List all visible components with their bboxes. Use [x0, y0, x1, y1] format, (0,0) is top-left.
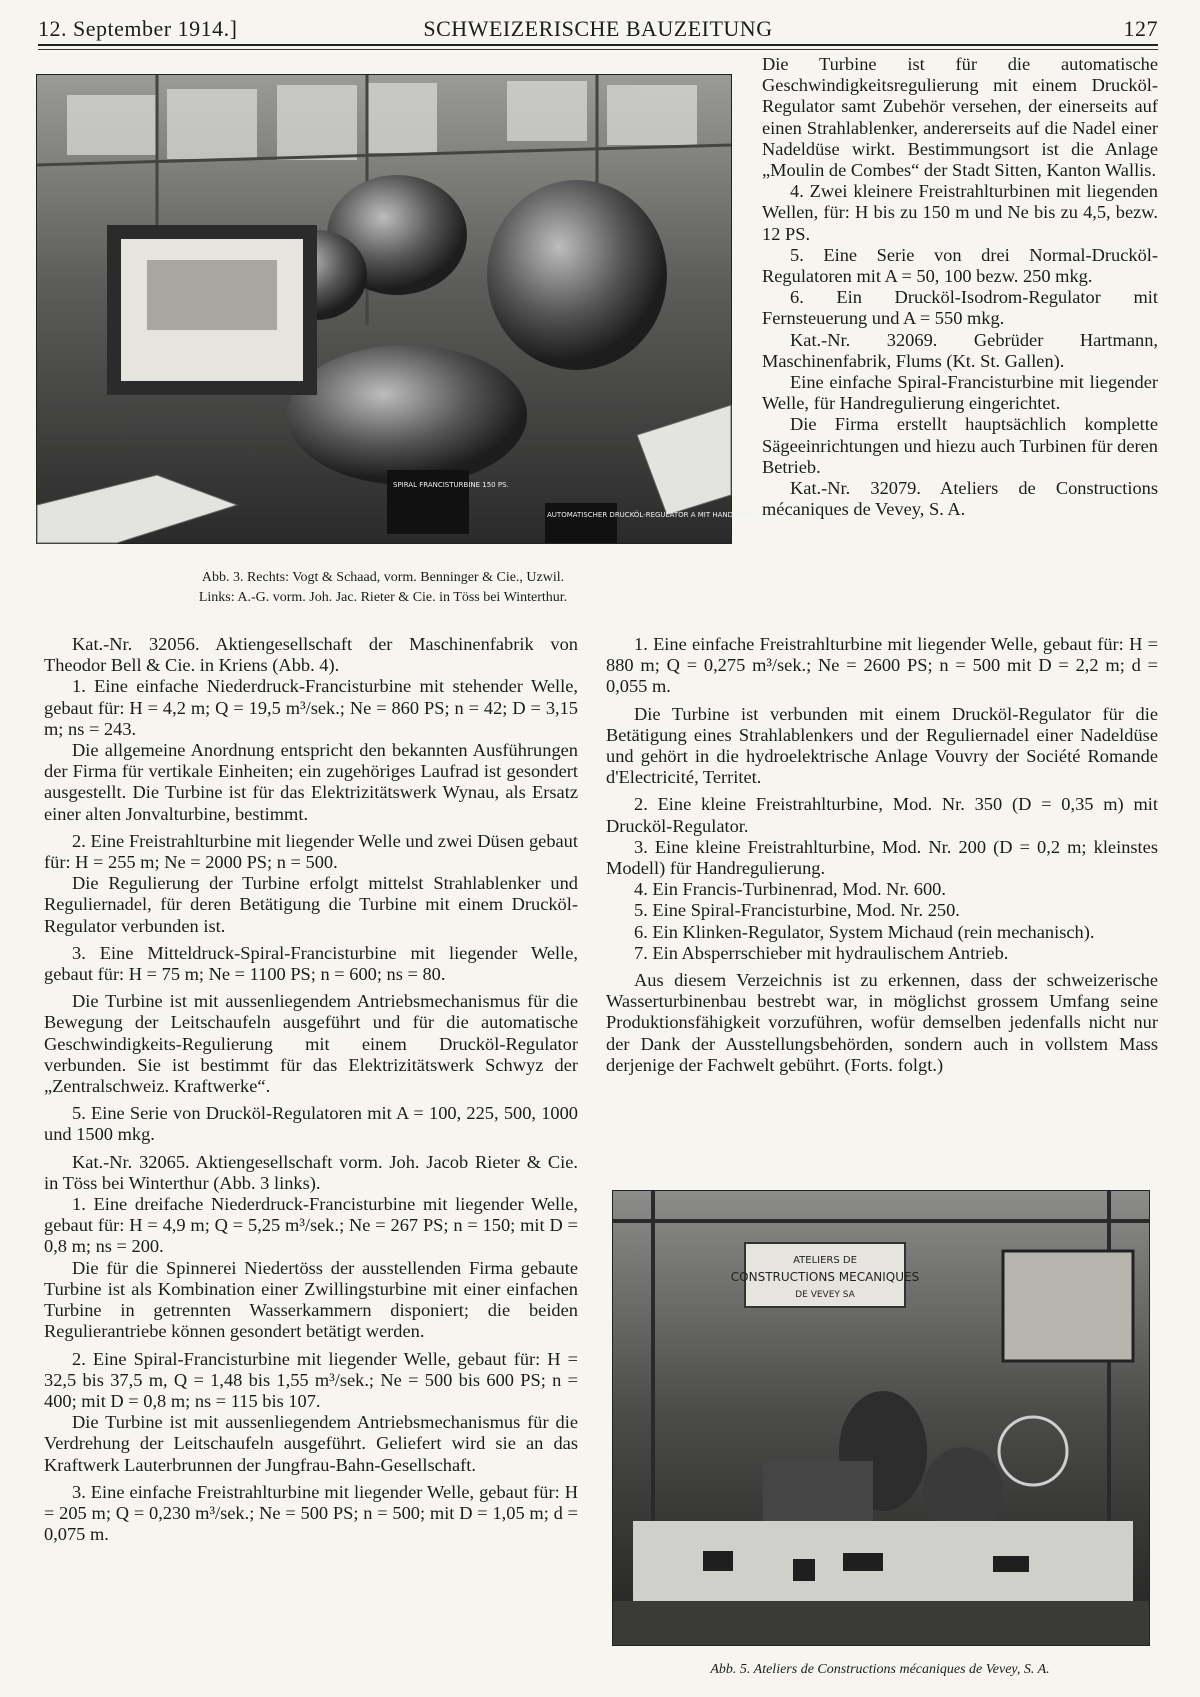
fig5-sign-line2: CONSTRUCTIONS MECANIQUES	[730, 1270, 920, 1284]
right-para-1: Die Turbine ist für die automatische Geschwindigkeitsregulierung mit einem Drucköl-Regulator samt Zubehör versehen, der einerseits auf einen Strahlablenker, andererseits auf die Nadel einer Nadeldüse wirkt. Bestimmungsort ist die Anlage „Moulin de Combes“ der Stadt Sitten, Kanton Wallis.	[762, 54, 1158, 181]
vevey-stand-image	[613, 1191, 1149, 1645]
left-column	[44, 634, 578, 1545]
right-para-13: 4. Ein Francis-Turbinenrad, Mod. Nr. 600.	[634, 879, 946, 900]
left-para-8: 5. Eine Serie von Drucköl-Regulatoren mit A = 100, 225, 500, 1000 und 1500 mkg.	[44, 1103, 578, 1145]
issue-date: 12. September 1914.]	[38, 16, 238, 41]
left-para-4: 2. Eine Freistrahlturbine mit liegender Welle und zwei Düsen gebaut für: H = 255 m; Ne = 2000 PS; n = 500.	[44, 830, 578, 873]
left-para-5: Die Regulierung der Turbine erfolgt mittelst Strahlablenker und Reguliernadel, für deren Betätigung die Turbine mit einem Drucköl-Regulator verbunden ist.	[44, 873, 578, 936]
left-para-13: Die Turbine ist mit aussenliegendem Antriebsmechanismus für die Verdrehung der Leitschaufeln ausgeführt. Geliefert wird sie an das Kraftwerk Lauterbrunnen der Jungfrau-Bahn-Gesellschaft.	[44, 1412, 578, 1475]
running-header	[38, 10, 1158, 46]
figure-3-caption	[36, 568, 730, 608]
figure-5-photo	[612, 1190, 1150, 1646]
fig3-sign-1: SPIRAL FRANCISTURBINE 150 PS.	[393, 481, 509, 489]
right-para-2: 4. Zwei kleinere Freistrahlturbinen mit liegenden Wellen, für: H bis zu 150 m und Ne bis zu 4,5, bezw. 12 PS.	[762, 181, 1158, 244]
fig3-sign-2: AUTOMATISCHER DRUCKÖL-REGULATOR A MIT HANDBETR. STEUERUNG	[547, 511, 799, 519]
right-para-4: 6. Ein Drucköl-Isodrom-Regulator mit Fernsteuerung und A = 550 mkg.	[762, 287, 1158, 329]
right-para-10: Die Turbine ist verbunden mit einem Drucköl-Regulator für die Betätigung eines Strahlablenkers und der Reguliernadel einer Nadeldüse und gehört in die hydroelektrische Anlage Vouvry der Société Romande d'Electricité, Territet.	[606, 703, 1158, 788]
right-para-16: 7. Ein Absperrschieber mit hydraulischem Antrieb.	[634, 942, 1009, 963]
fig5-sign-line3: DE VEVEY SA	[795, 1290, 855, 1300]
right-column	[762, 54, 1158, 520]
right-para-15: 6. Ein Klinken-Regulator, System Michaud (rein mechanisch).	[634, 921, 1095, 942]
right-para-14: 5. Eine Spiral-Francisturbine, Mod. Nr. 250.	[634, 900, 960, 921]
left-para-10: 1. Eine dreifache Niederdruck-Francisturbine mit liegender Welle, gebaut für: H = 4,9 m; Q = 5,25 m³/sek.; Ne = 267 PS; n = 150; mit D = 0,8 m; ns = 200.	[44, 1194, 578, 1257]
right-para-11: 2. Eine kleine Freistrahlturbine, Mod. Nr. 350 (D = 0,35 m) mit Drucköl-Regulator.	[606, 794, 1158, 836]
left-para-12: 2. Eine Spiral-Francisturbine mit liegender Welle, gebaut für: H = 32,5 bis 37,5 m, Q = 1,48 bis 1,55 m³/sek.; Ne = 500 bis 600 PS; n = 400; mit D = 0,8 m; ns = 115 bis 107.	[44, 1348, 578, 1411]
left-para-14: 3. Eine einfache Freistrahlturbine mit liegender Welle, gebaut für: H = 205 m; Q = 0,230 m³/sek.; Ne = 500 PS; n = 500; mit D = 1,05 m; d = 0,075 m.	[44, 1481, 578, 1545]
left-para-11: Die für die Spinnerei Niedertöss der ausstellenden Firma gebaute Turbine ist als Kombination einer Zwillingsturbine mit einer einfachen Turbine in getrennten Wasserkammern disponiert; die beiden Regulierantriebe können gesondert betätigt werden.	[44, 1257, 578, 1342]
right-para-6: Eine einfache Spiral-Francisturbine mit liegender Welle, für Handregulierung eingerichtet.	[762, 372, 1158, 414]
page-number: 127	[1123, 16, 1158, 41]
right-para-17: Aus diesem Verzeichnis ist zu erkennen, dass der schweizerische Wasserturbinenbau bestrebt war, in möglichst grossem Umfang seine Produktionsfähigkeit vorzuführen, wofür demselben jedenfalls nicht nur der Dank der Ausstellungsbehörden, sondern auch in vollstem Mass derjenige der Fachwelt gebührt. (Forts. folgt.)	[606, 970, 1158, 1075]
left-para-6: 3. Eine Mitteldruck-Spiral-Francisturbine mit liegender Welle, gebaut für: H = 75 m; Ne = 1100 PS; n = 600; ns = 80.	[44, 942, 578, 985]
right-para-3: 5. Eine Serie von drei Normal-Drucköl-Regulatoren mit A = 50, 100 bezw. 250 mkg.	[762, 244, 1158, 287]
fig5-sign-line1: ATELIERS DE	[793, 1255, 857, 1266]
left-para-7: Die Turbine ist mit aussenliegendem Antriebsmechanismus für die Bewegung der Leitschaufeln ausgeführt und für die automatische Geschwindigkeits-Regulierung mit einem Drucköl-Regulator verbunden. Sie ist bestimmt für das Elektrizitätswerk Schwyz der „Zentralschweiz. Kraftwerke“.	[44, 991, 578, 1097]
left-para-1: Kat.-Nr. 32056. Aktiengesellschaft der Maschinenfabrik von Theodor Bell & Cie. in Kriens (Abb. 4).	[44, 634, 578, 676]
right-para-7: Die Firma erstellt hauptsächlich komplette Sägeeinrichtungen und hiezu auch Turbinen für deren Betrieb.	[762, 414, 1158, 477]
right-para-9: 1. Eine einfache Freistrahlturbine mit liegender Welle, gebaut für: H = 880 m; Q = 0,275 m³/sek.; Ne = 2600 PS; n = 500 mit D = 2,2 m; d = 0,055 m.	[606, 634, 1158, 697]
left-para-2: 1. Eine einfache Niederdruck-Francisturbine mit stehender Welle, gebaut für: H = 4,2 m; Q = 19,5 m³/sek.; Ne = 860 PS; n = 42; D = 3,15 m; ns = 243.	[44, 676, 578, 739]
right-column-lower	[606, 634, 1158, 1076]
left-para-3: Die allgemeine Anordnung entspricht den bekannten Ausführungen der Firma für vertikale Einheiten; ein zugehöriges Laufrad ist gesondert ausgestellt. Die Turbine ist für das Elektrizitätswerk Wynau, als Ersatz einer alten Jonvalturbine, bestimmt.	[44, 740, 578, 824]
figure-5-caption: Abb. 5. Ateliers de Constructions mécaniques de Vevey, S. A.	[710, 1662, 1050, 1677]
exhibition-hall-turbines-image	[37, 75, 799, 543]
right-para-8: Kat.-Nr. 32079. Ateliers de Constructions mécaniques de Vevey, S. A.	[762, 478, 1158, 520]
figure-3-photo	[36, 74, 799, 544]
journal-title: SCHWEIZERISCHE BAUZEITUNG	[423, 16, 773, 41]
figure-3-caption-line1: Abb. 3. Rechts: Vogt & Schaad, vorm. Benninger & Cie., Uzwil.	[201, 570, 565, 585]
right-para-5: Kat.-Nr. 32069. Gebrüder Hartmann, Maschinenfabrik, Flums (Kt. St. Gallen).	[762, 329, 1158, 371]
right-para-12: 3. Eine kleine Freistrahlturbine, Mod. Nr. 200 (D = 0,2 m; kleinstes Modell) für Handregulierung.	[606, 836, 1158, 879]
left-para-9: Kat.-Nr. 32065. Aktiengesellschaft vorm. Joh. Jacob Rieter & Cie. in Töss bei Winterthur (Abb. 3 links).	[44, 1151, 578, 1193]
figure-3-caption-line2: Links: A.-G. vorm. Joh. Jac. Rieter & Cie. in Töss bei Winterthur.	[198, 590, 568, 605]
